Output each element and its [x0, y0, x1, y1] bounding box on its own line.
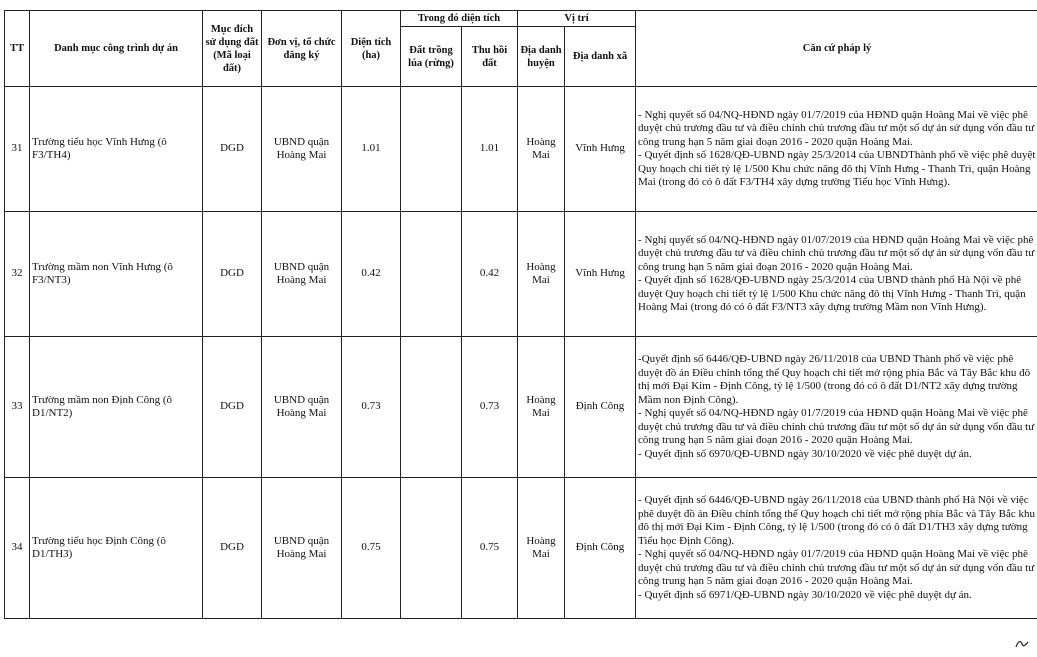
row-commune: Định Công — [565, 478, 636, 619]
table-row — [5, 478, 1037, 619]
row-legal — [636, 212, 1037, 337]
row-purpose: DGD — [203, 478, 262, 619]
row-tt: 33 — [5, 337, 30, 478]
row-area: 0.42 — [342, 212, 401, 337]
row-district: Hoàng Mai — [518, 87, 565, 212]
row-tt: 32 — [5, 212, 30, 337]
row-purpose: DGD — [203, 212, 262, 337]
legal-item: - Quyết định số 6446/QĐ-UBND ngày 26/11/2018 của UBND thành phố Hà Nội về việc phê duyệt đồ án Điều chỉnh tổng thể Quy hoạch chi tiết mở rộng phía Bắc và Tây Bắc khu đô thị mới Đại Kim - Định Công, tỷ lệ 1/500 (trong đó có ô đất D1/TH3 xây dựng tường Tiểu học Định Công). — [638, 494, 1035, 547]
row-project: Trường mầm non Vĩnh Hưng (ô F3/NT3) — [30, 212, 203, 337]
land-use-table — [4, 10, 1037, 619]
legal-item: - Quyết định số 1628/QĐ-UBND ngày 25/3/2014 của UBNDThành phố về việc phê duyệt Quy hoạch chi tiết tỷ lệ 1/500 Khu chức năng đô thị Vĩnh Hưng - Thanh Trì, quận Hoàng Mai (trong đó có ô đất F3/TH4 xây dựng trường Tiểu học Vĩnh Hưng). — [638, 149, 1036, 188]
row-area: 0.75 — [342, 478, 401, 619]
header-location: Vị trí — [518, 11, 636, 27]
header-project: Danh mục công trình dự án — [30, 11, 203, 87]
row-tt: 34 — [5, 478, 30, 619]
row-recover: 1.01 — [462, 87, 518, 212]
row-legal — [636, 478, 1037, 619]
row-rice-land — [401, 87, 462, 212]
table-row — [5, 337, 1037, 478]
row-recover: 0.73 — [462, 337, 518, 478]
table-row — [5, 87, 1037, 212]
header-commune: Địa danh xã — [565, 27, 636, 87]
row-legal — [636, 87, 1037, 212]
legal-item: - Nghị quyết số 04/NQ-HĐND ngày 01/7/2019 của HĐND quận Hoàng Mai về việc phê duyệt chủ trương đầu tư và điều chỉnh chủ trương đầu tư một số dự án sử dụng vốn đầu tư công trung hạn 5 năm giai đoạn 2016 - 2020 quận Hoàng Mai. — [638, 548, 1035, 587]
row-rice-land — [401, 478, 462, 619]
header-rice-land: Đất trồng lúa (rừng) — [401, 27, 462, 87]
row-rice-land — [401, 212, 462, 337]
header-district: Địa danh huyện — [518, 27, 565, 87]
row-unit: UBND quận Hoàng Mai — [262, 337, 342, 478]
legal-item: - Nghị quyết số 04/NQ-HĐND ngày 01/7/2019 của HĐND quận Hoàng Mai về việc phê duyệt chủ trương đầu tư và điều chỉnh chủ trương đầu tư một số dự án sử dụng vốn đầu tư công trung hạn 5 năm giai đoạn 2016 - 2020 quận Hoàng Mai. — [638, 407, 1035, 446]
row-project: Trường tiểu học Vĩnh Hưng (ô F3/TH4) — [30, 87, 203, 212]
header-of-which: Trong đó diện tích — [401, 11, 518, 27]
row-recover: 0.75 — [462, 478, 518, 619]
header-purpose: Mục đích sử dụng đất (Mã loại đất) — [203, 11, 262, 87]
legal-item: - Nghị quyết số 04/NQ-HĐND ngày 01/07/2019 của HĐND quận Hoàng Mai về việc phê duyệt chủ trương đầu tư và điều chỉnh chủ trương đầu tư một số dự án sử dụng vốn đầu tư công trung hạn 5 năm giai đoạn 2016 - 2020 quận Hoàng Mai. — [638, 233, 1035, 273]
row-commune: Vĩnh Hưng — [565, 212, 636, 337]
row-district: Hoàng Mai — [518, 212, 565, 337]
row-purpose: DGD — [203, 337, 262, 478]
legal-item: -Quyết định số 6446/QĐ-UBND ngày 26/11/2018 của UBND Thành phố về việc phê duyệt đồ án Điều chỉnh tổng thể Quy hoạch chi tiết mở rộng phía Bắc và Tây Bắc khu đô thị mới Đại Kim - Định Công, tỷ lệ 1/500 (trong đó có ô đất D1/NT2 xây dựng trường Mầm non Định Công). — [638, 353, 1031, 406]
header-area: Diện tích (ha) — [342, 11, 401, 87]
row-project: Trường tiểu học Định Công (ô D1/TH3) — [30, 478, 203, 619]
legal-item: - Quyết định số 6970/QĐ-UBND ngày 30/10/2020 về việc phê duyệt dự án. — [638, 447, 972, 460]
row-unit: UBND quận Hoàng Mai — [262, 478, 342, 619]
row-rice-land — [401, 337, 462, 478]
row-project: Trường mầm non Định Công (ô D1/NT2) — [30, 337, 203, 478]
header-row-top — [5, 11, 1037, 27]
header-legal: Căn cứ pháp lý — [636, 11, 1037, 87]
row-district: Hoàng Mai — [518, 478, 565, 619]
row-tt: 31 — [5, 87, 30, 212]
signature-mark — [1015, 638, 1029, 653]
table-row — [5, 212, 1037, 337]
signature-icon — [1015, 638, 1029, 650]
legal-item: - Quyết định số 6971/QĐ-UBND ngày 30/10/2020 về việc phê duyệt dự án. — [638, 588, 972, 601]
row-unit: UBND quận Hoàng Mai — [262, 212, 342, 337]
row-area: 0.73 — [342, 337, 401, 478]
row-legal — [636, 337, 1037, 478]
row-area: 1.01 — [342, 87, 401, 212]
row-unit: UBND quận Hoàng Mai — [262, 87, 342, 212]
header-tt: TT — [5, 11, 30, 87]
row-purpose: DGD — [203, 87, 262, 212]
row-district: Hoàng Mai — [518, 337, 565, 478]
row-commune: Vĩnh Hưng — [565, 87, 636, 212]
header-recover: Thu hồi đất — [462, 27, 518, 87]
row-commune: Định Công — [565, 337, 636, 478]
row-recover: 0.42 — [462, 212, 518, 337]
legal-item: - Nghị quyết số 04/NQ-HĐND ngày 01/7/2019 của HĐND quận Hoàng Mai về việc phê duyệt chủ trương đầu tư và điều chỉnh chủ trương đầu tư một số dự án sử dụng vốn đầu tư công trung hạn 5 năm giai đoạn 2016 - 2020 quận Hoàng Mai. — [638, 108, 1035, 148]
header-unit: Đơn vị, tổ chức đăng ký — [262, 11, 342, 87]
legal-item: - Quyết định số 1628/QĐ-UBND ngày 25/3/2014 của UBND thành phố Hà Nội về phê duyệt Quy hoạch chi tiết tỷ lệ 1/500 Khu chức năng đô thị Vĩnh Hưng - Thanh Trì, quận Hoàng Mai (trong đó có ô đất F3/NT3 xây dựng trường Mầm non Vĩnh Hưng). — [638, 274, 1026, 313]
